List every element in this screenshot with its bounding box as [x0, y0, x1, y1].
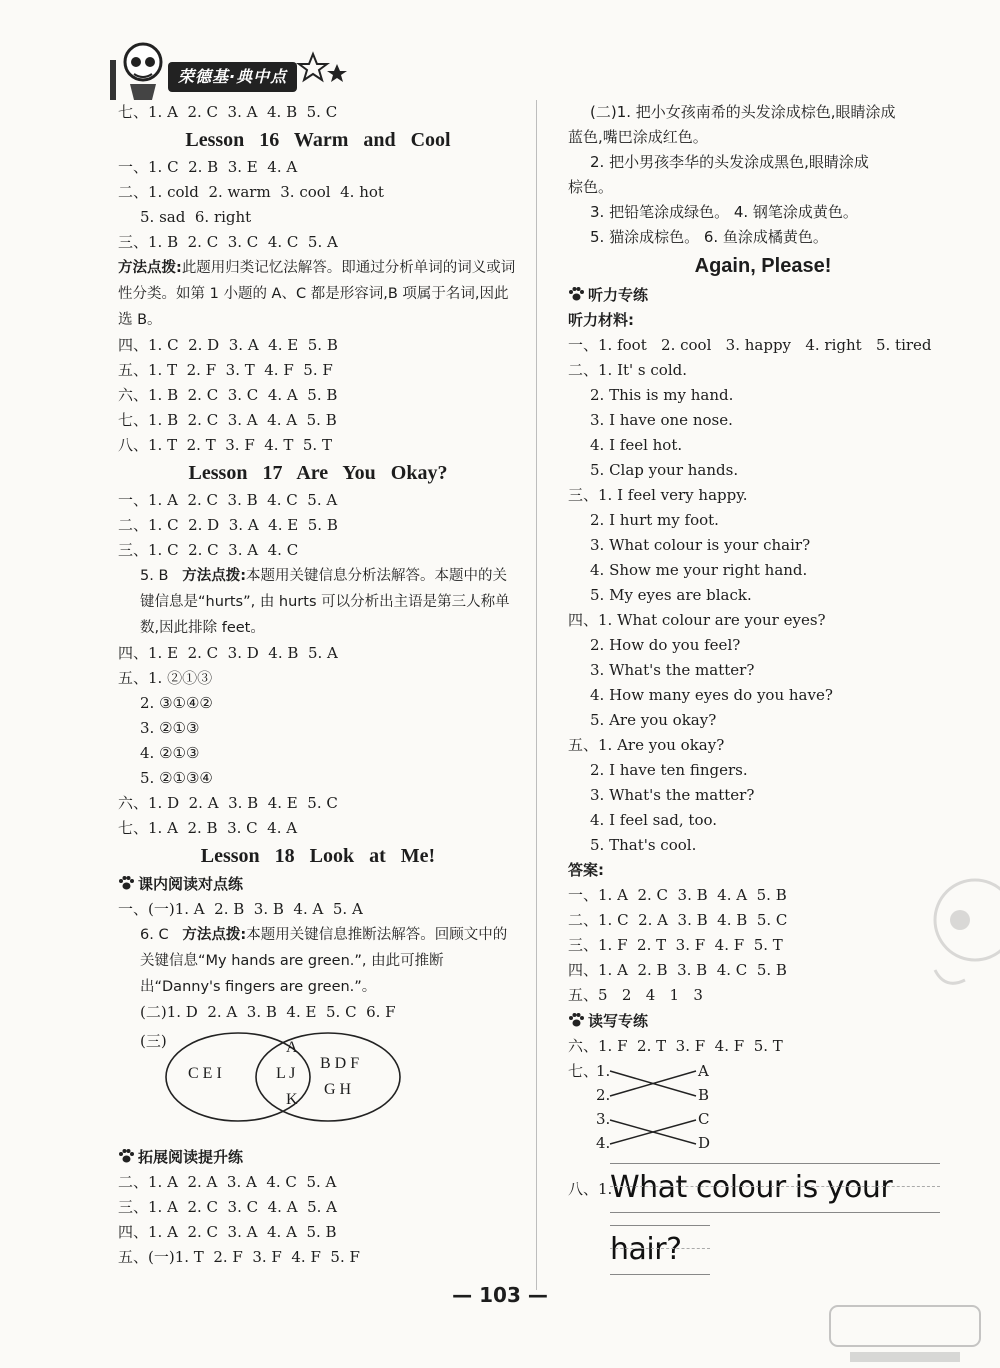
answer-line: 4. ②①③	[140, 744, 200, 762]
match-left-2: 2.	[596, 1086, 611, 1104]
match-left-3: 3.	[596, 1110, 611, 1128]
answer-line: 二、1. C 2. A 3. B 4. B 5. C	[568, 911, 788, 929]
venn-label: (三)	[140, 1032, 167, 1050]
answer-line: 3. What colour is your chair?	[590, 536, 811, 554]
match-right-d: D	[698, 1134, 711, 1152]
answer-line: 五、(一)1. T 2. F 3. F 4. F 5. F	[118, 1248, 360, 1266]
answer-line: 3. What's the matter?	[590, 661, 755, 679]
venn-middle-bottom: K	[286, 1091, 298, 1108]
writing-question: 八、1.	[568, 1180, 613, 1198]
tip-label: 方法点拨:	[118, 260, 182, 276]
answer-line: 一、1. A 2. C 3. B 4. A 5. B	[568, 886, 787, 904]
tip-text: 此题用归类记忆法解答。即通过分析单词的词义或词性分类。如第 1 小题的 A、C 都是形容词,B 项属于名词,因此选 B。	[118, 260, 516, 328]
section-heading	[118, 1144, 518, 1170]
answer-line: 三、1. C 2. C 3. A 4. C	[118, 541, 299, 559]
mascot-icon	[905, 870, 1000, 1020]
tip-label: 方法点拨:	[182, 927, 247, 943]
section-title: 课内阅读对点练	[138, 875, 244, 893]
answer-line: 4. Show me your right hand.	[590, 561, 808, 579]
answer-line: 七、1. A 2. C 3. A 4. B 5. C	[118, 103, 338, 121]
answer-line: 3. ②①③	[140, 719, 200, 737]
paw-icon	[568, 287, 584, 301]
again-please-title: Again, Please!	[694, 255, 832, 277]
answer-label: 答案:	[568, 861, 604, 879]
method-tip	[118, 922, 518, 1000]
answer-line: 二、1. A 2. A 3. A 4. C 5. A	[118, 1173, 337, 1191]
answer-line: 2. I have ten fingers.	[590, 761, 748, 779]
answer-line: 二、1. cold 2. warm 3. cool 4. hot	[118, 183, 384, 201]
venn-left-set: C E I	[188, 1065, 222, 1082]
answer-line: 七、1. B 2. C 3. A 4. A 5. B	[118, 411, 337, 429]
writing-line-1: What colour is your	[610, 1163, 940, 1213]
writing-line-2: hair?	[610, 1225, 710, 1275]
answer-line: 三、1. B 2. C 3. C 4. C 5. A	[118, 233, 338, 251]
method-tip	[118, 563, 518, 641]
lesson-16-title: Lesson 16 Warm and Cool	[185, 129, 451, 151]
answer-line: 5. Are you okay?	[590, 711, 717, 729]
match-right-a: A	[698, 1062, 709, 1080]
answer-line: 2. How do you feel?	[590, 636, 741, 654]
right-column	[568, 100, 958, 1283]
venn-diagram	[118, 1029, 518, 1124]
answer-line: 4. How many eyes do you have?	[590, 686, 833, 704]
answer-line: 七、1. A 2. B 3. C 4. A	[118, 819, 298, 837]
venn-right-top: B D F	[320, 1055, 360, 1072]
lesson-17-title: Lesson 17 Are You Okay?	[188, 462, 448, 484]
answer-line: 一、1. C 2. B 3. E 4. A	[118, 158, 298, 176]
answer-line: 3. I have one nose.	[590, 411, 733, 429]
answer-line: 5. 猫涂成棕色。 6. 鱼涂成橘黄色。	[590, 228, 828, 246]
match-lines	[590, 1059, 700, 1159]
answer-line: 五、1. T 2. F 3. T 4. F 5. F	[118, 361, 333, 379]
answer-line: 棕色。	[568, 178, 614, 196]
tip-text: 本题用关键信息推断法解答。回顾文中的关键信息“My hands are green.”, 由此可推断出“Danny's fingers are green.”。	[140, 927, 508, 995]
answer-line: (二)1. D 2. A 3. B 4. E 5. C 6. F	[140, 1003, 396, 1021]
column-divider	[536, 100, 537, 1290]
answer-line: 5. Clap your hands.	[590, 461, 739, 479]
match-question: 七、	[568, 1062, 599, 1080]
answer-line: 五、1. ②①③	[118, 669, 213, 687]
answer-line: 四、1. A 2. B 3. B 4. C 5. B	[568, 961, 787, 979]
answer-line: 2. ③①④②	[140, 694, 213, 712]
answer-line: 二、1. It' s cold.	[568, 361, 687, 379]
section-heading	[568, 1008, 958, 1034]
section-title: 听力专练	[588, 286, 649, 304]
answer-line: 5. That's cool.	[590, 836, 697, 854]
listening-material-label: 听力材料:	[568, 311, 634, 329]
answer-line: 三、1. I feel very happy.	[568, 486, 748, 504]
answer-line: (二)1. 把小女孩南希的头发涂成棕色,眼睛涂成	[590, 103, 896, 121]
matching-exercise	[568, 1059, 958, 1159]
answer-line: 一、1. foot 2. cool 3. happy 4. right 5. tired	[568, 336, 932, 354]
paw-icon	[118, 1149, 134, 1163]
section-heading	[118, 871, 518, 897]
section-heading	[568, 282, 958, 308]
answer-line: 四、1. E 2. C 3. D 4. B 5. A	[118, 644, 338, 662]
answer-line: 一、1. A 2. C 3. B 4. C 5. A	[118, 491, 338, 509]
answer-line: 2. I hurt my foot.	[590, 511, 719, 529]
answer-line: 三、1. F 2. T 3. F 4. F 5. T	[568, 936, 783, 954]
method-tip	[118, 255, 518, 333]
stars-icon	[293, 50, 353, 90]
answer-line: 六、1. D 2. A 3. B 4. E 5. C	[118, 794, 338, 812]
answer-line: 二、1. C 2. D 3. A 4. E 5. B	[118, 516, 338, 534]
answer-line: 5. ②①③④	[140, 769, 213, 787]
answer-line: 5. sad 6. right	[140, 208, 252, 226]
answer-line: 3. What's the matter?	[590, 786, 755, 804]
answer-line: 四、1. C 2. D 3. A 4. E 5. B	[118, 336, 338, 354]
venn-middle-set: L J	[276, 1065, 296, 1082]
answer-line: 2. 把小男孩李华的头发涂成黑色,眼睛涂成	[590, 153, 869, 171]
answer-line: 六、1. F 2. T 3. F 4. F 5. T	[568, 1037, 783, 1055]
answer-line: 5. My eyes are black.	[590, 586, 752, 604]
answer-line: 4. I feel sad, too.	[590, 811, 718, 829]
answer-line: 四、1. A 2. C 3. A 4. A 5. B	[118, 1223, 337, 1241]
match-right-c: C	[698, 1110, 710, 1128]
answer-line: 3. 把铅笔涂成绿色。 4. 钢笔涂成黄色。	[590, 203, 858, 221]
match-left-4: 4.	[596, 1134, 611, 1152]
paw-icon	[118, 876, 134, 890]
left-column	[118, 100, 518, 1270]
tip-text: 本题用关键信息分析法解答。本题中的关键信息是“hurts”, 由 hurts 可以分析出主语是第三人称单数,因此排除 feet。	[140, 568, 510, 636]
venn-middle-top: A	[286, 1039, 298, 1056]
answer-line: 五、1. Are you okay?	[568, 736, 725, 754]
match-right-b: B	[698, 1086, 710, 1104]
page-number: — 103 —	[452, 1283, 548, 1307]
answer-line: 三、1. A 2. C 3. C 4. A 5. A	[118, 1198, 337, 1216]
answer-line: 五、5 2 4 1 3	[568, 986, 703, 1004]
section-title: 拓展阅读提升练	[138, 1148, 244, 1166]
answer-line: 2. This is my hand.	[590, 386, 734, 404]
handwriting-exercise	[568, 1163, 958, 1283]
answer-text: 6. C	[140, 927, 169, 943]
answer-line: 蓝色,嘴巴涂成红色。	[568, 128, 708, 146]
brand-title: 荣德基·典中点	[168, 62, 297, 92]
answer-line: 四、1. What colour are your eyes?	[568, 611, 826, 629]
answer-line: 八、1. T 2. T 3. F 4. T 5. T	[118, 436, 332, 454]
match-left-1: 1.	[596, 1062, 611, 1080]
watermark-logo-icon	[820, 1298, 990, 1366]
answer-line: 一、(一)1. A 2. B 3. B 4. A 5. A	[118, 900, 363, 918]
venn-right-bottom: G H	[324, 1081, 352, 1098]
answer-text: 5. B	[140, 568, 169, 584]
answer-line: 4. I feel hot.	[590, 436, 683, 454]
answer-line: 六、1. B 2. C 3. C 4. A 5. B	[118, 386, 338, 404]
section-title: 读写专练	[588, 1012, 649, 1030]
paw-icon	[568, 1013, 584, 1027]
header-logo	[108, 40, 348, 100]
lesson-18-title: Lesson 18 Look at Me!	[200, 845, 436, 867]
tip-label: 方法点拨:	[182, 568, 247, 584]
